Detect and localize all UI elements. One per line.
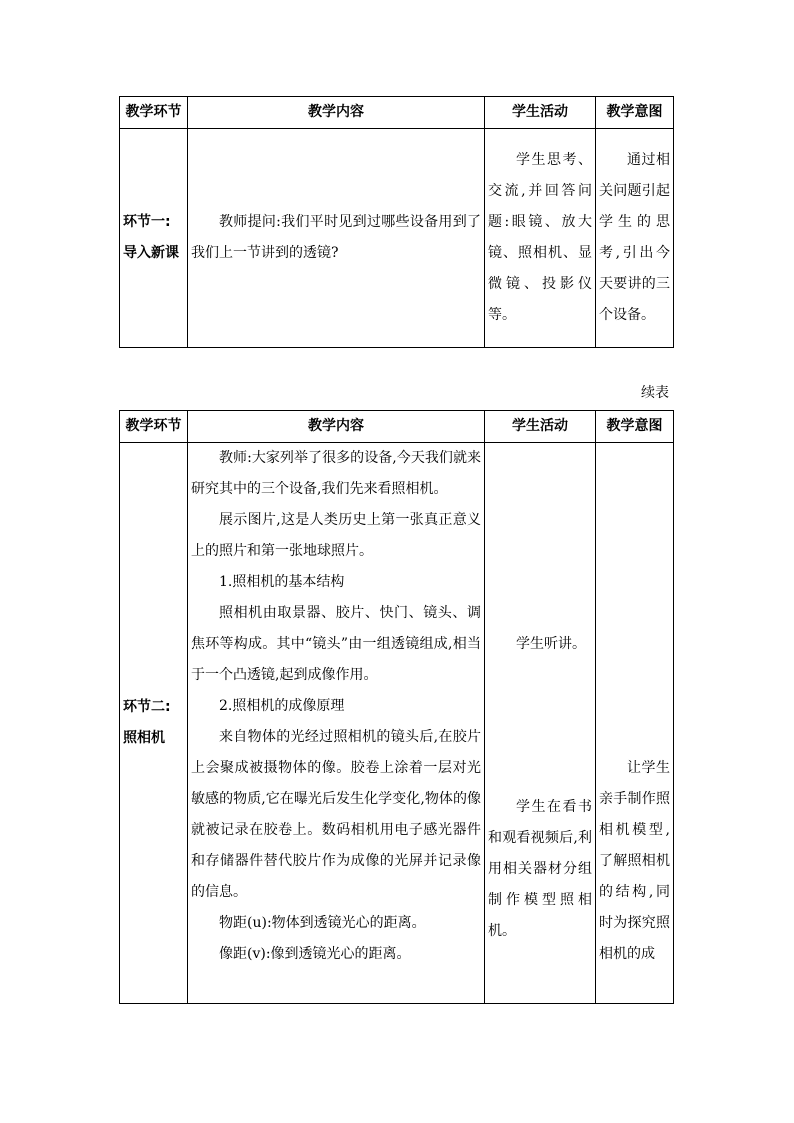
intent-paragraph: 让学生亲手制作照相机模型,了解照相机的结构,同时为探究照相机的成 [599, 760, 670, 962]
header-row [120, 411, 674, 443]
header-intent: 教学意图 [596, 97, 674, 129]
table-row [120, 443, 674, 1004]
activity-paragraph: 学生听讲。 [516, 636, 586, 652]
header-activity: 学生活动 [485, 97, 596, 129]
content-cell [188, 443, 485, 1004]
activity-cell [485, 443, 596, 1004]
content-paragraph: 2.照相机的成像原理 [219, 698, 345, 714]
content-paragraph: 来自物体的光经过照相机的镜头后,在胶片上会聚成被摄物体的像。胶卷上涂着一层对光敏感的物质,它在曝光后发生化学变化,物体的像就被记录在胶卷上。数码相机用电子感光器件和存储器件替代胶片作为成像的光屏并记录像的信息。 [191, 729, 481, 900]
intent-paragraph: 通过相关问题引起学生的思考,引出今天要讲的三个设备。 [599, 152, 670, 323]
activity-cell [485, 129, 596, 348]
content-paragraph: 教师:大家列举了很多的设备,今天我们就来研究其中的三个设备,我们先来看照相机。 [191, 450, 481, 497]
header-content: 教学内容 [188, 411, 485, 443]
header-activity: 学生活动 [485, 411, 596, 443]
activity-paragraph: 学生在看书和观看视频后,利用相关器材分组制作模型照相机。 [488, 799, 592, 939]
activity-paragraph: 学生思考、交流,并回答问题:眼镜、放大镜、照相机、显微镜、投影仪等。 [488, 152, 592, 323]
lesson-table-2 [119, 410, 674, 1004]
intent-cell [596, 129, 674, 348]
header-stage: 教学环节 [120, 411, 188, 443]
content-paragraph: 教师提问:我们平时见到过哪些设备用到了我们上一节讲到的透镜? [191, 214, 481, 261]
content-paragraph: 照相机由取景器、胶片、快门、镜头、调焦环等构成。其中“镜头”由一组透镜组成,相当于一个凸透镜,起到成像作用。 [191, 605, 481, 683]
content-paragraph: 展示图片,这是人类历史上第一张真正意义上的照片和第一张地球照片。 [191, 512, 481, 559]
lesson-table-1 [119, 96, 674, 348]
content-paragraph: 像距(v):像到透镜光心的距离。 [219, 946, 411, 962]
header-stage: 教学环节 [120, 97, 188, 129]
table-row [120, 129, 674, 348]
stage-cell: 环节一:导入新课 [120, 129, 188, 348]
content-paragraph: 物距(u):物体到透镜光心的距离。 [219, 915, 426, 931]
content-paragraph: 1.照相机的基本结构 [219, 574, 345, 590]
content-cell [188, 129, 485, 348]
header-row [120, 97, 674, 129]
header-content: 教学内容 [188, 97, 485, 129]
stage-cell: 环节二:照相机 [120, 443, 188, 1004]
header-intent: 教学意图 [596, 411, 674, 443]
continuation-label: 续表 [641, 385, 669, 401]
intent-cell [596, 443, 674, 1004]
